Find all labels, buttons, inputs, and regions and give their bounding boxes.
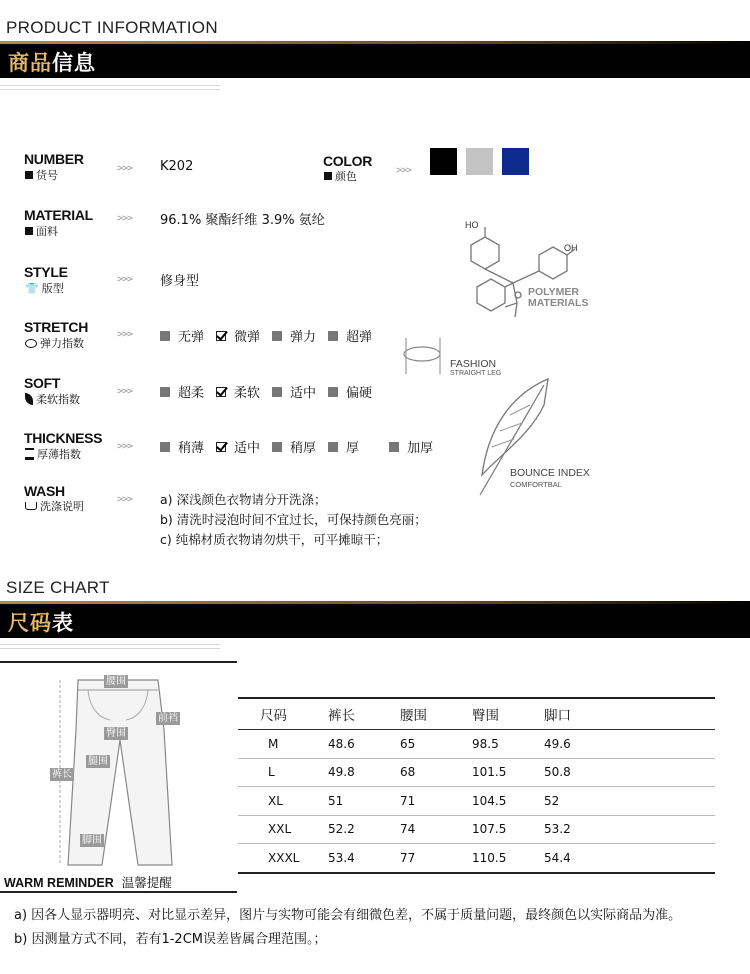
wash-basin-icon xyxy=(25,502,37,510)
soft-option-selected[interactable]: 柔软 xyxy=(216,382,260,401)
polymer-label: POLYMER xyxy=(528,286,579,298)
product-info-title-cn-gold: 商品 xyxy=(8,51,52,75)
color-swatch-gray[interactable] xyxy=(466,148,493,175)
thickness-options xyxy=(160,437,445,456)
stretch-option-selected[interactable]: 微弹 xyxy=(216,326,260,345)
thickness-option-selected[interactable]: 适中 xyxy=(216,437,260,456)
soft-option[interactable]: 适中 xyxy=(272,382,316,401)
wash-line: c) 纯棉材质衣物请勿烘干，可平摊晾干； xyxy=(160,532,389,547)
arrow-separator: >>> xyxy=(117,163,133,174)
color-label: COLOR xyxy=(323,153,373,169)
reminder-line: a) 因各人显示器明亮、对比显示差异，图片与实物可能会有细微色差，不属于质量问题，最终颜色以实际商品为准。 xyxy=(14,908,682,923)
shirt-icon: 👕 xyxy=(25,281,39,295)
table-row: XL 51 71 104.5 52 xyxy=(238,787,715,816)
oh-label: OH xyxy=(564,243,578,253)
divider xyxy=(0,661,237,663)
reminder-line: b) 因测量方式不同，若有1-2CM误差皆属合理范围。； xyxy=(14,932,327,947)
square-icon xyxy=(25,171,33,179)
product-info-title-cn: 信息 xyxy=(52,51,96,75)
thickness-option[interactable]: 稍厚 xyxy=(272,437,316,456)
unchecked-box-icon xyxy=(160,387,170,397)
product-info-title-en: PRODUCT INFORMATION xyxy=(6,18,218,37)
thickness-label-cn: 厚薄指数 xyxy=(25,446,81,462)
arrow-separator: >>> xyxy=(117,441,133,452)
arrow-separator: >>> xyxy=(396,165,412,176)
unchecked-box-icon xyxy=(272,387,282,397)
arrow-separator: >>> xyxy=(117,386,133,397)
unchecked-box-icon xyxy=(328,442,338,452)
arrow-separator: >>> xyxy=(117,213,133,224)
unchecked-box-icon xyxy=(160,442,170,452)
wash-line: b) 清洗时浸泡时间不宜过长，可保持颜色亮丽； xyxy=(160,512,427,527)
product-info-banner xyxy=(0,41,750,78)
checked-box-icon xyxy=(216,442,226,452)
color-swatch-black[interactable] xyxy=(430,148,457,175)
thickness-option[interactable]: 厚 xyxy=(328,437,359,456)
soft-label-cn: 柔软指数 xyxy=(25,391,80,407)
warm-reminder-heading xyxy=(4,873,172,891)
materials-label: MATERIALS xyxy=(528,297,589,309)
style-label-cn: 👕 版型 xyxy=(25,281,64,295)
checked-box-icon xyxy=(216,387,226,397)
material-label-cn: 面料 xyxy=(25,223,58,239)
unchecked-box-icon xyxy=(160,331,170,341)
number-label: NUMBER xyxy=(24,151,84,167)
size-chart-title-cn: 表 xyxy=(52,611,74,635)
stretch-option[interactable]: 无弹 xyxy=(160,326,204,345)
col-header-hem: 脚口 xyxy=(543,698,715,730)
thickness-option[interactable]: 加厚 xyxy=(389,437,433,456)
number-label-cn: 货号 xyxy=(25,167,58,183)
square-icon xyxy=(324,172,332,180)
wash-line: a) 深浅颜色衣物请分开洗涤； xyxy=(160,492,327,507)
style-label: STYLE xyxy=(24,264,68,280)
table-header-row xyxy=(238,698,715,730)
pants-label-waist: 腰围 xyxy=(106,676,126,687)
feather-icon xyxy=(25,393,33,405)
arrow-separator: >>> xyxy=(117,274,133,285)
square-icon xyxy=(25,227,33,235)
stretch-options xyxy=(160,326,384,345)
stretch-label-cn: 弹力指数 xyxy=(25,335,84,351)
unchecked-box-icon xyxy=(272,442,282,452)
table-row: XXXL 53.4 77 110.5 54.4 xyxy=(238,844,715,873)
col-header-length: 裤长 xyxy=(327,698,399,730)
table-row: L 49.8 68 101.5 50.8 xyxy=(238,758,715,787)
molecule-icon xyxy=(455,215,625,335)
col-header-hip: 臀围 xyxy=(471,698,543,730)
size-chart-title-en: SIZE CHART xyxy=(6,578,110,597)
stretch-option[interactable]: 弹力 xyxy=(272,326,316,345)
pants-label-length: 裤长 xyxy=(52,769,72,780)
arrow-separator: >>> xyxy=(117,494,133,505)
pants-label-front-rise: 前裆 xyxy=(158,713,178,724)
material-label: MATERIAL xyxy=(24,207,93,223)
col-header-waist: 腰围 xyxy=(399,698,471,730)
wash-label-cn: 洗涤说明 xyxy=(25,498,84,514)
stretch-option[interactable]: 超弹 xyxy=(328,326,372,345)
checked-box-icon xyxy=(216,331,226,341)
thickness-option[interactable]: 稍薄 xyxy=(160,437,204,456)
unchecked-box-icon xyxy=(328,387,338,397)
banner-fine-print xyxy=(0,641,220,651)
color-label-cn: 颜色 xyxy=(324,168,357,184)
material-value: 96.1% 聚酯纤维 3.9% 氨纶 xyxy=(160,213,325,228)
col-header-size: 尺码 xyxy=(238,698,327,730)
thickness-label: THICKNESS xyxy=(24,430,103,446)
warm-reminder-cn: 温馨提醒 xyxy=(121,875,172,890)
layer-icon xyxy=(25,448,34,460)
stretch-label: STRETCH xyxy=(24,319,89,335)
bounce-note: BOUNCE INDEX COMFORTBAL xyxy=(510,467,590,489)
number-value: K202 xyxy=(160,159,194,174)
pants-label-hem: 脚围 xyxy=(82,835,102,846)
soft-options xyxy=(160,382,384,401)
table-row: XXL 52.2 74 107.5 53.2 xyxy=(238,815,715,844)
wash-label: WASH xyxy=(24,483,65,499)
soft-option[interactable]: 超柔 xyxy=(160,382,204,401)
spring-icon xyxy=(25,339,37,348)
ho-label: HO xyxy=(465,220,479,230)
arrow-separator: >>> xyxy=(117,329,133,340)
color-swatch-blue[interactable] xyxy=(502,148,529,175)
unchecked-box-icon xyxy=(328,331,338,341)
warm-reminder-en: WARM REMINDER xyxy=(4,876,114,890)
size-chart-title-cn-gold: 尺码 xyxy=(8,611,52,635)
pants-label-hip: 臀围 xyxy=(106,728,126,739)
table-row: M 48.6 65 98.5 49.6 xyxy=(238,730,715,759)
soft-label: SOFT xyxy=(24,375,61,391)
style-value: 修身型 xyxy=(160,274,200,289)
pants-label-thigh: 腿围 xyxy=(88,756,108,767)
banner-fine-print xyxy=(0,82,220,92)
soft-option[interactable]: 偏硬 xyxy=(328,382,372,401)
size-table xyxy=(238,697,715,874)
size-chart-banner xyxy=(0,601,750,638)
fashion-note: FASHION STRAIGHT LEG xyxy=(450,358,502,377)
divider xyxy=(0,891,237,893)
unchecked-box-icon xyxy=(272,331,282,341)
unchecked-box-icon xyxy=(389,442,399,452)
